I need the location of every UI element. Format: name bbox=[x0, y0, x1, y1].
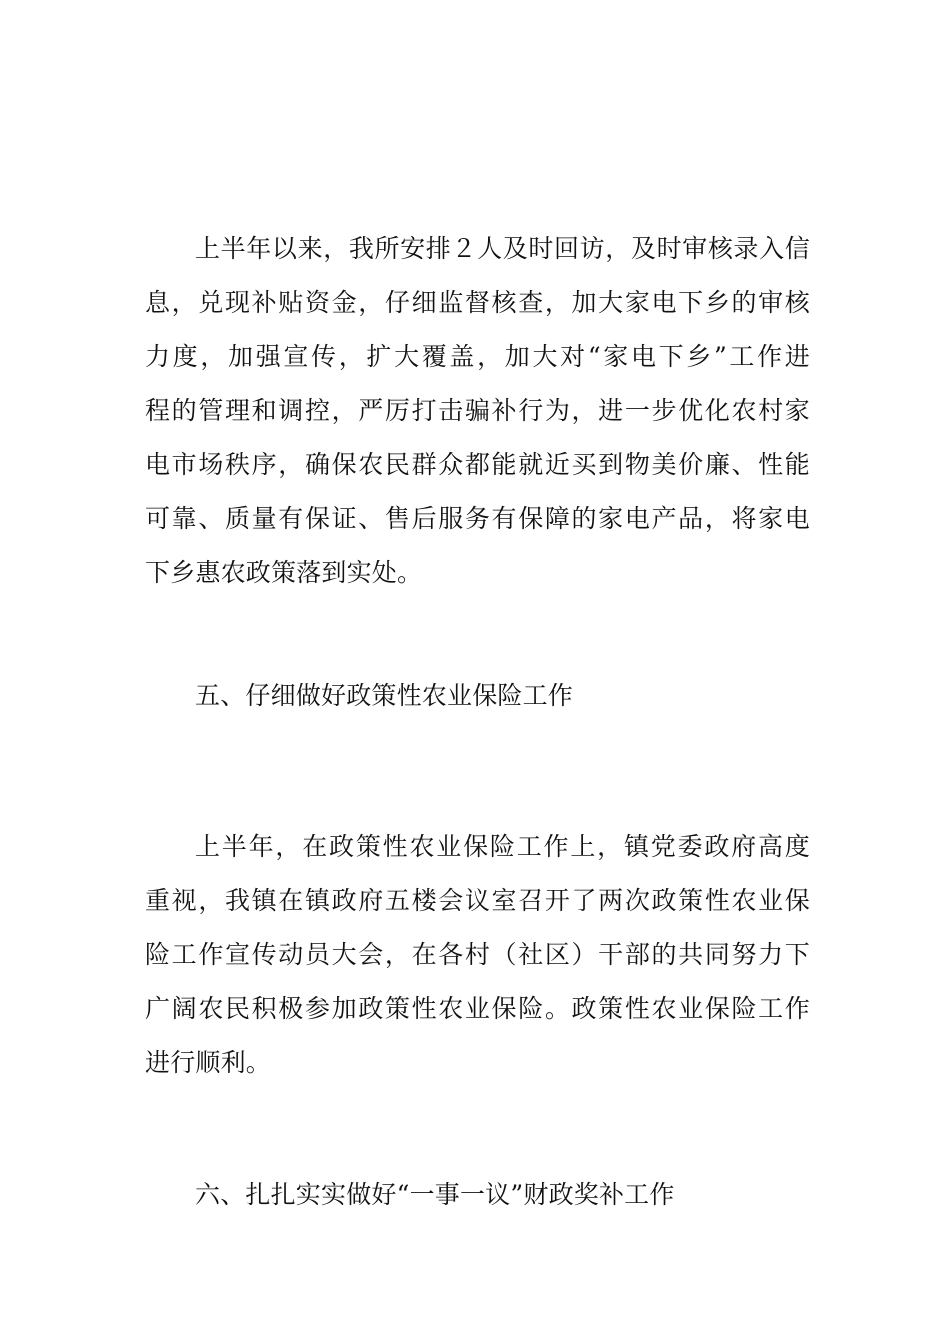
paragraph-line: 程的管理和调控，严厉打击骗补行为，进一步优化农村家 bbox=[145, 396, 810, 425]
paragraph-line: 重视，我镇在镇政府五楼会议室召开了两次政策性农业保 bbox=[145, 886, 810, 915]
paragraph-line: 险工作宣传动员大会，在各村（社区）干部的共同努力下 bbox=[145, 940, 810, 969]
paragraph-line: 上半年以来，我所安排２人及时回访，及时审核录入信 bbox=[195, 234, 810, 263]
paragraph-line: 力度，加强宣传，扩大覆盖，加大对“家电下乡”工作进 bbox=[145, 342, 810, 371]
paragraph-line: 可靠、质量有保证、售后服务有保障的家电产品，将家电 bbox=[145, 504, 810, 533]
section-heading-6: 六、扎扎实实做好“一事一议”财政奖补工作 bbox=[195, 1180, 675, 1209]
paragraph-line: 广阔农民积极参加政策性农业保险。政策性农业保险工作 bbox=[145, 994, 810, 1023]
paragraph-line: 下乡惠农政策落到实处。 bbox=[145, 558, 423, 587]
paragraph-line: 进行顺利。 bbox=[145, 1048, 272, 1077]
paragraph-line: 电市场秩序，确保农民群众都能就近买到物美价廉、性能 bbox=[145, 450, 810, 479]
section-heading-5: 五、仔细做好政策性农业保险工作 bbox=[195, 681, 574, 710]
paragraph-line: 息，兑现补贴资金，仔细监督核查，加大家电下乡的审核 bbox=[145, 288, 810, 317]
paragraph-line: 上半年，在政策性农业保险工作上，镇党委政府高度 bbox=[195, 832, 810, 861]
